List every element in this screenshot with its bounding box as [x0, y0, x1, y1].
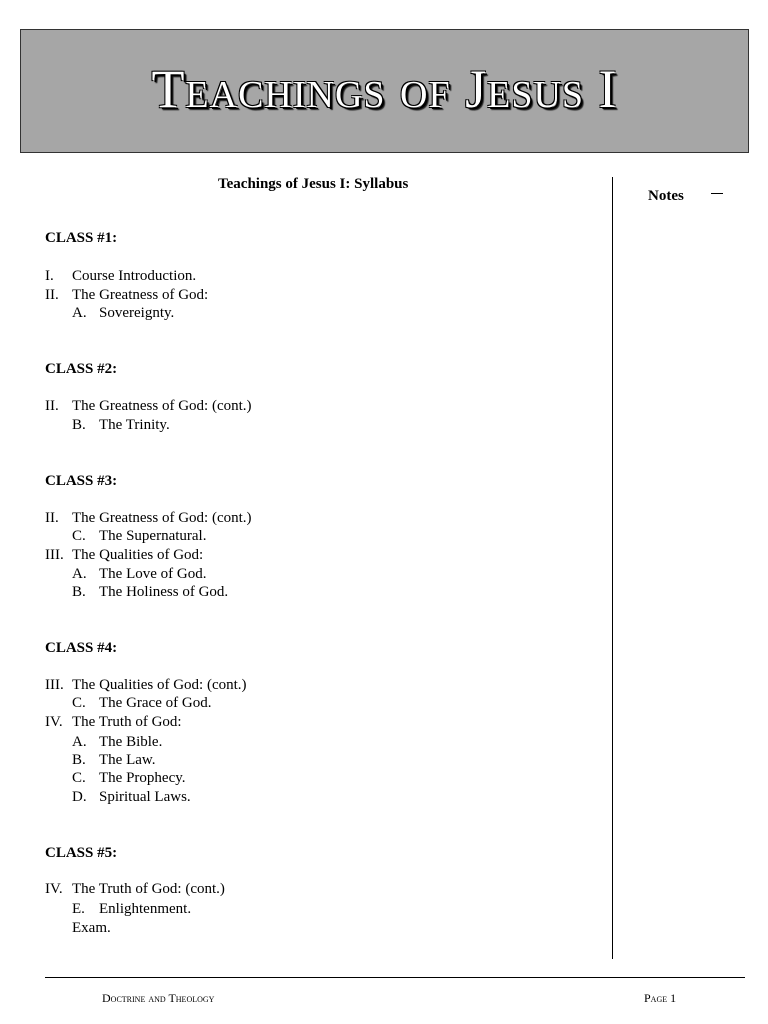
list-marker: E. — [72, 901, 85, 917]
notes-divider — [612, 177, 613, 959]
title-banner — [20, 29, 749, 153]
list-item — [72, 566, 206, 583]
list-marker: IV. — [45, 881, 63, 897]
list-marker: A. — [72, 734, 87, 750]
list-marker: II. — [45, 398, 59, 414]
list-item — [45, 677, 247, 694]
list-text: The Holiness of God. — [99, 584, 229, 600]
list-item — [45, 881, 225, 898]
class-heading: CLASS #5: — [45, 845, 118, 861]
list-text: Sovereignty. — [99, 305, 175, 321]
list-item — [45, 398, 252, 415]
notes-dash — [711, 193, 723, 194]
list-marker: I. — [45, 268, 54, 284]
list-marker: III. — [45, 677, 64, 693]
list-text: The Prophecy. — [99, 770, 186, 786]
list-text: Spiritual Laws. — [99, 789, 191, 805]
list-text: The Greatness of God: (cont.) — [72, 510, 252, 526]
list-marker: III. — [45, 547, 64, 563]
list-marker: C. — [72, 528, 86, 544]
list-item — [72, 695, 211, 712]
class-heading: CLASS #3: — [45, 473, 118, 489]
list-item — [72, 920, 111, 937]
list-text: Enlightenment. — [99, 901, 192, 917]
list-marker: IV. — [45, 714, 63, 730]
list-text: The Bible. — [99, 734, 163, 750]
class-heading: CLASS #2: — [45, 361, 118, 377]
list-item — [72, 528, 206, 545]
list-item — [72, 770, 186, 787]
list-item — [45, 714, 182, 731]
list-item — [45, 287, 208, 304]
list-marker: A. — [72, 305, 87, 321]
banner-title: Teachings of Jesus I — [151, 59, 618, 119]
list-marker: C. — [72, 770, 86, 786]
class-heading: CLASS #4: — [45, 640, 118, 656]
list-text: Course Introduction. — [72, 268, 197, 284]
list-item — [72, 752, 156, 769]
footer-section-label: Doctrine and Theology — [102, 991, 215, 1005]
list-item — [45, 268, 196, 285]
list-text: Exam. — [72, 920, 111, 936]
list-marker: B. — [72, 584, 86, 600]
page-number: Page 1 — [644, 991, 677, 1005]
page-title: Teachings of Jesus I: Syllabus — [218, 176, 409, 192]
footer-rule — [45, 977, 745, 978]
list-marker: II. — [45, 510, 59, 526]
list-text: The Greatness of God: — [72, 287, 209, 303]
notes-label: Notes — [648, 188, 684, 204]
list-marker: B. — [72, 417, 86, 433]
list-item — [72, 305, 174, 322]
class-heading: CLASS #1: — [45, 230, 118, 246]
list-item — [72, 584, 228, 601]
list-text: The Grace of God. — [99, 695, 212, 711]
list-text: The Truth of God: — [72, 714, 182, 730]
list-item — [72, 789, 191, 806]
list-text: The Supernatural. — [99, 528, 207, 544]
list-item — [72, 734, 162, 751]
list-text: The Qualities of God: (cont.) — [72, 677, 247, 693]
list-item — [72, 901, 191, 918]
list-text: The Trinity. — [99, 417, 170, 433]
list-text: The Qualities of God: — [72, 547, 204, 563]
list-marker: D. — [72, 789, 87, 805]
list-marker: A. — [72, 566, 87, 582]
list-item — [45, 510, 252, 527]
list-marker: B. — [72, 752, 86, 768]
list-text: The Love of God. — [99, 566, 207, 582]
list-item — [45, 547, 203, 564]
list-text: The Greatness of God: (cont.) — [72, 398, 252, 414]
list-marker: C. — [72, 695, 86, 711]
list-text: The Law. — [99, 752, 156, 768]
list-text: The Truth of God: (cont.) — [72, 881, 225, 897]
list-item — [72, 417, 170, 434]
list-marker: II. — [45, 287, 59, 303]
